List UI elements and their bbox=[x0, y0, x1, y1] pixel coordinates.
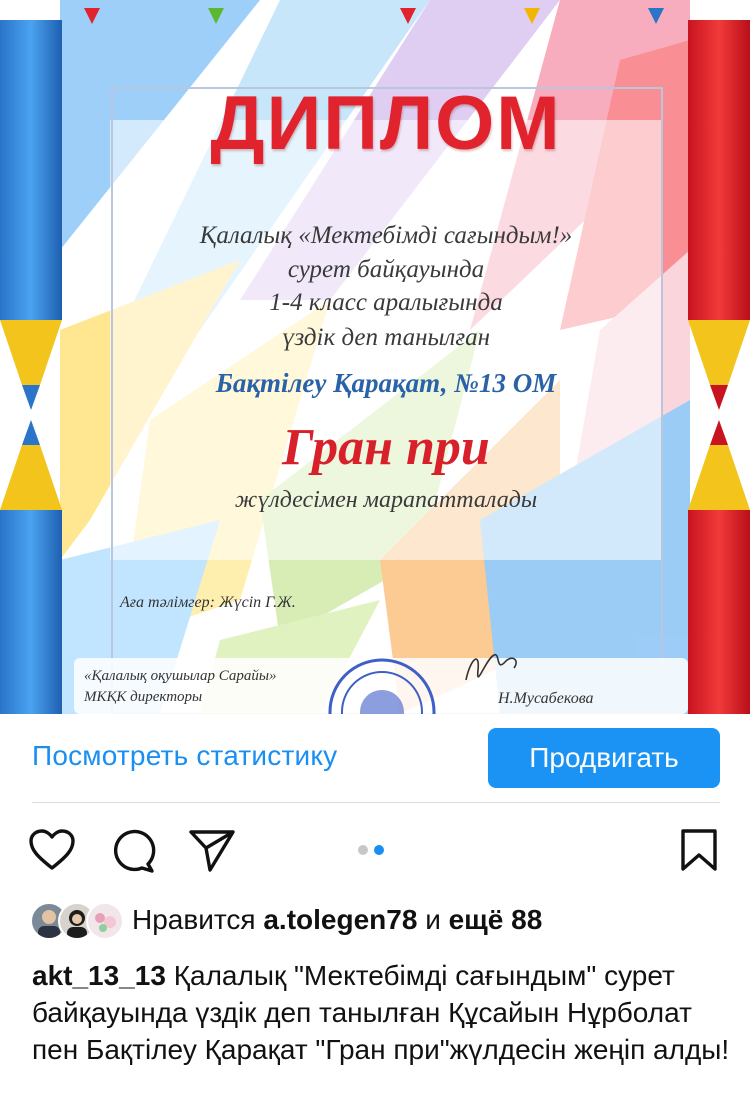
likes-summary bbox=[132, 904, 542, 936]
diploma-line-2: сурет байқауында bbox=[287, 256, 485, 283]
diploma-award-text: жүлдесімен марапатталады bbox=[234, 487, 538, 513]
bookmark-icon[interactable] bbox=[680, 828, 718, 872]
carousel-indicator bbox=[358, 845, 384, 855]
likes-joiner: и bbox=[425, 904, 441, 935]
org-line-2: МКҚК директоры bbox=[84, 689, 203, 705]
carousel-dot bbox=[358, 845, 368, 855]
carousel-dot-active bbox=[374, 845, 384, 855]
likes-user-link[interactable]: a.tolegen78 bbox=[263, 904, 418, 935]
likes-prefix: Нравится bbox=[132, 904, 256, 935]
caption-text: Қалалық "Мектебімді сағындым" сурет байқауында үздік деп танылған Құсайын Нұрболат пен Бақтілеу Қарақат "Гран при"жүлдесін жеңіп алды! bbox=[32, 960, 730, 1065]
diploma-teacher: Аға тәлімгер: Жүсіп Г.Ж. bbox=[120, 594, 296, 611]
likes-count-link[interactable]: ещё 88 bbox=[448, 904, 543, 935]
diploma-line-1: Қалалық «Мектебімді сағындым!» bbox=[199, 222, 573, 249]
diploma-title: ДИПЛОМ bbox=[210, 81, 562, 166]
promote-button[interactable]: Продвигать bbox=[488, 728, 720, 788]
view-stats-link[interactable]: Посмотреть статистику bbox=[32, 740, 338, 771]
divider bbox=[32, 802, 720, 803]
diploma-recipient: Бақтілеу Қарақат, №13 ОМ bbox=[215, 368, 557, 398]
avatar bbox=[86, 902, 124, 940]
liker-avatars bbox=[30, 900, 124, 940]
comment-icon[interactable] bbox=[108, 828, 156, 874]
diploma-organization bbox=[84, 666, 277, 708]
likes-row[interactable] bbox=[30, 900, 542, 940]
org-line-1: «Қалалық оқушылар Сарайы» bbox=[84, 668, 277, 684]
heart-icon[interactable] bbox=[28, 828, 76, 872]
diploma-line-4: үздік деп танылған bbox=[281, 324, 490, 351]
diploma-prize: Гран при bbox=[282, 419, 490, 476]
diploma-line-3: 1-4 класс аралығында bbox=[269, 289, 503, 316]
post-caption bbox=[32, 957, 732, 1068]
diploma-signatory: Н.Мусабекова bbox=[498, 690, 594, 707]
caption-username[interactable]: akt_13_13 bbox=[32, 960, 166, 991]
send-icon[interactable] bbox=[188, 828, 236, 874]
